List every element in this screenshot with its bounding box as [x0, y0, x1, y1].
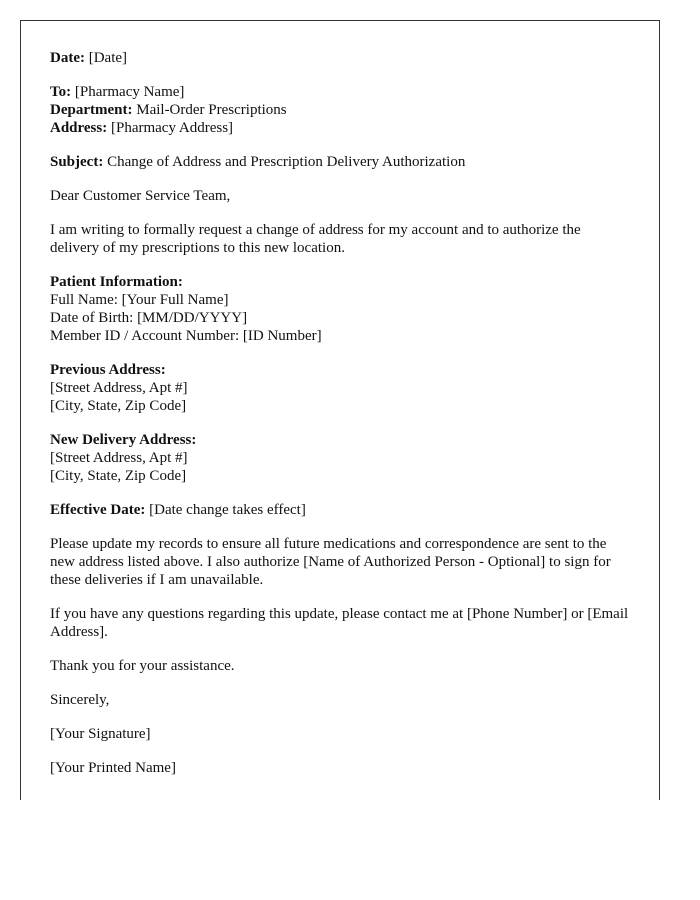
new-address-section — [50, 431, 630, 485]
printed-name-line — [50, 759, 630, 777]
effective-date-value: [Date change takes effect] — [145, 502, 306, 518]
to-value: [Pharmacy Name] — [71, 84, 185, 100]
previous-address-heading: Previous Address: — [50, 362, 166, 378]
patient-member-id: Member ID / Account Number: [ID Number] — [50, 328, 322, 344]
new-address-heading: New Delivery Address: — [50, 432, 197, 448]
address-value: [Pharmacy Address] — [107, 120, 234, 136]
department-label: Department: — [50, 102, 133, 118]
intro-paragraph — [50, 221, 630, 257]
date-value: [Date] — [84, 50, 128, 66]
contact-text: If you have any questions regarding this update, please contact me at [Phone Number] or [Email Address]. — [50, 606, 629, 640]
patient-info-section — [50, 273, 630, 345]
previous-address-section — [50, 361, 630, 415]
printed-name-text: [Your Printed Name] — [50, 760, 176, 776]
signature-text: [Your Signature] — [50, 726, 151, 742]
previous-address-street: [Street Address, Apt #] — [50, 380, 188, 396]
thanks-text: Thank you for your assistance. — [50, 658, 235, 674]
closing-text: Sincerely, — [50, 692, 110, 708]
contact-paragraph — [50, 605, 630, 641]
thanks-line — [50, 657, 630, 675]
signature-line — [50, 725, 630, 743]
intro-text: I am writing to formally request a change of address for my account and to authorize the delivery of my prescriptions to this new location. — [50, 222, 581, 256]
update-paragraph — [50, 535, 630, 589]
update-text: Please update my records to ensure all future medications and correspondence are sent to the new address listed above. I also authorize [Name of Authorized Person - Optional] to sign for these deliveries if I am unavailable. — [50, 536, 611, 588]
patient-full-name: Full Name: [Your Full Name] — [50, 292, 229, 308]
recipient-block — [50, 83, 630, 137]
department-value: Mail-Order Prescriptions — [132, 102, 287, 118]
previous-address-city: [City, State, Zip Code] — [50, 398, 187, 414]
effective-date-line — [50, 501, 630, 519]
subject-value: Change of Address and Prescription Delivery Authorization — [103, 154, 466, 170]
subject-label: Subject: — [50, 154, 104, 170]
new-address-city: [City, State, Zip Code] — [50, 468, 187, 484]
letter-page — [20, 20, 660, 800]
to-label: To: — [50, 84, 72, 100]
closing-line — [50, 691, 630, 709]
patient-info-heading: Patient Information: — [50, 274, 183, 290]
new-address-street: [Street Address, Apt #] — [50, 450, 188, 466]
salutation — [50, 187, 630, 205]
letter-content — [50, 49, 630, 793]
effective-date-label: Effective Date: — [50, 502, 146, 518]
salutation-text: Dear Customer Service Team, — [50, 188, 231, 204]
subject-line — [50, 153, 630, 171]
address-label: Address: — [50, 120, 108, 136]
date-line — [50, 49, 630, 67]
patient-dob: Date of Birth: [MM/DD/YYYY] — [50, 310, 248, 326]
date-label: Date: — [50, 50, 85, 66]
